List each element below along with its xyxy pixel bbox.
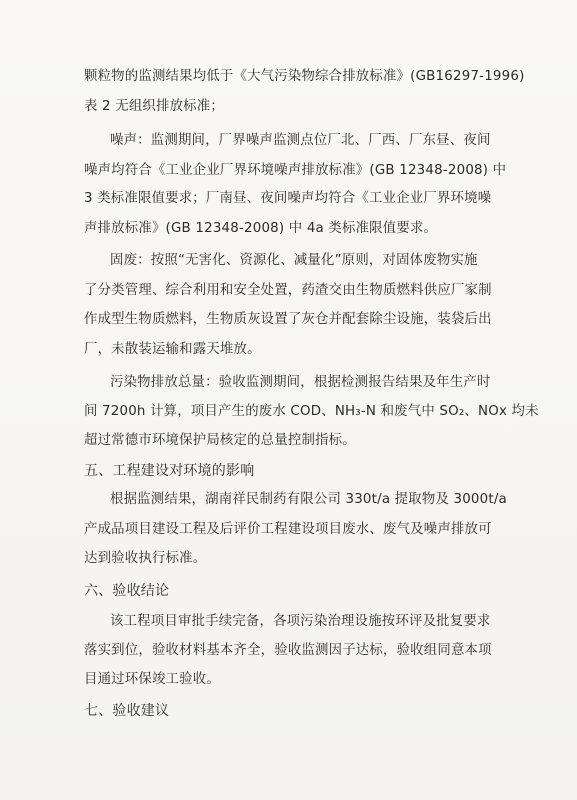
text-line: 声排放标准》(GB 12348-2008) 中 4a 类标准限值要求。 [84, 221, 438, 236]
text-line: 颗粒物的监测结果均低于《大气污染物综合排放标准》(GB16297-1996) [84, 69, 525, 84]
text-line: 目通过环保竣工验收。 [84, 672, 220, 687]
text-line: 了分类管理、综合利用和安全处置，药渣交由生物质燃料供应厂家制 [84, 283, 492, 298]
section-heading: 五、工程建设对环境的影响 [84, 463, 255, 479]
text-line: 落实到位，验收材料基本齐全，验收监测因子达标，验收组同意本项 [84, 643, 492, 658]
text-line: 表 2 无组织排放标准； [84, 99, 224, 114]
text-line: 3 类标准限值要求；厂南昼、夜间噪声均符合《工业企业厂界环境噪 [84, 191, 492, 206]
text-line: 超过常德市环境保护局核定的总量控制指标。 [84, 433, 356, 448]
text-line: 污染物排放总量：验收监测期间，根据检测报告结果及年生产时 [110, 375, 491, 390]
text-line: 根据监测结果，湖南祥民制药有限公司 330t/a 提取物及 3000t/a [110, 492, 507, 507]
text-line: 该工程项目审批手续完备，各项污染治理设施按环评及批复要求 [110, 614, 491, 629]
section-heading: 六、验收结论 [84, 583, 170, 599]
text-line: 产成品项目建设工程及后评价工程建设项目废水、废气及噪声排放可 [84, 522, 492, 537]
text-line: 固废：按照“无害化、资源化、减量化”原则，对固体废物实施 [110, 253, 478, 268]
text-line: 作成型生物质燃料，生物质灰设置了灰仓并配套除尘设施，装袋后出 [84, 312, 492, 327]
text-line: 厂，未散装运输和露天堆放。 [84, 342, 261, 357]
text-line: 噪声均符合《工业企业厂界环境噪声排放标准》(GB 12348-2008) 中 [84, 163, 507, 178]
text-line: 间 7200h 计算，项目产生的废水 COD、NH₃-N 和废气中 SO₂、NOx 均未 [84, 404, 539, 419]
section-heading: 七、验收建议 [84, 703, 170, 719]
text-line: 噪声：监测期间，厂界噪声监测点位厂北、厂西、厂东昼、夜间 [110, 133, 491, 148]
text-line: 达到验收执行标准。 [84, 551, 207, 566]
